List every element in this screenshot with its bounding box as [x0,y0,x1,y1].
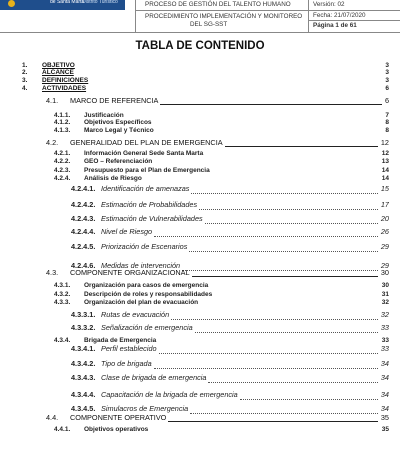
toc-leader-dots [205,214,378,224]
document-header [0,0,400,32]
toc-entry[interactable] [71,310,389,320]
toc-leader-dots [195,323,378,333]
toc-entry-label: ACTIVIDADES [42,85,87,92]
toc-entry-number: 4.2.1. [54,150,71,157]
toc-entry[interactable] [71,373,389,383]
toc-entry[interactable] [46,268,389,277]
toc-leader-dots [240,390,378,400]
toc-entry-label: Objetivos Específicos [84,119,152,126]
toc-entry-number: 4.2. [46,138,59,147]
toc-leader-dots [160,96,382,105]
procedure-name: PROCEDIMIENTO IMPLEMENTACIÓN Y MONITOREO [145,13,303,20]
toc-entry-page: 33 [380,344,389,353]
toc-entry-page: 3 [385,62,389,69]
toc-entry-page: 12 [380,138,389,147]
toc-entry-page: 17 [380,200,389,209]
toc-entry-label: Perfil establecido [101,344,157,353]
toc-entry-number: 4.4. [46,413,59,422]
toc-leader-dots [154,158,379,167]
toc-entry-page: 32 [381,299,389,306]
toc-entry-number: 2. [22,69,28,76]
toc-entry-number: 4.2.4.4. [71,227,96,236]
seal-icon [8,0,15,7]
toc-entry-label: Organización del plan de evacuación [84,299,199,306]
toc-entry-label: Priorización de Escenarios [101,242,188,251]
toc-entry-number: 4.1.2. [54,119,71,126]
toc-entry[interactable] [71,390,389,400]
toc-leader-dots [156,127,382,136]
toc-leader-dots [150,426,379,435]
toc-entry[interactable] [71,242,389,252]
toc-entry-number: 4.2.4.5. [71,242,96,251]
logo-text: de Santa Marta [50,0,85,5]
toc-entry-number: 4.3.3. [54,299,71,306]
toc-entry-label: Justificación [84,112,124,119]
toc-entry-page: 31 [381,291,389,298]
toc-entry-label: OBJETIVO [42,62,75,69]
toc-entry-number: 4.2.4.1. [71,184,96,193]
toc-leader-dots [88,85,382,94]
toc-leader-dots [208,373,378,383]
toc-entry-page: 32 [380,310,389,319]
toc-entry-label: MARCO DE REFERENCIA [70,96,159,105]
toc-leader-dots [192,268,378,277]
toc-entry-number: 4.3.4.2. [71,359,96,368]
toc-entry-label: Medidas de intervención [101,261,181,270]
toc-entry-number: 4.2.4. [54,175,71,182]
toc-entry-page: 7 [385,112,389,119]
toc-entry-number: 4.3.3.1. [71,310,96,319]
toc-entry-page: 12 [381,150,389,157]
toc-entry-number: 4.1.3. [54,127,71,134]
toc-entry-label: Estimación de Probabilidades [101,200,198,209]
toc-entry[interactable] [22,85,389,94]
toc-entry-number: 4.3.2. [54,291,71,298]
toc-leader-dots [144,175,379,184]
toc-entry-page: 30 [381,282,389,289]
toc-entry-page: 29 [380,242,389,251]
toc-entry-label: Clase de brigada de emergencia [101,373,207,382]
toc-entry-label: Señalización de emergencia [101,323,193,332]
toc-leader-dots [199,200,378,210]
toc-leader-dots [168,413,378,422]
toc-leader-dots [189,242,378,252]
toc-leader-dots [154,359,378,369]
toc-entry-label: Organización para casos de emergencia [84,282,209,289]
toc-entry-label: Capacitación de la brigada de emergencia [101,390,238,399]
toc-entry-label: Tipo de brigada [101,359,152,368]
header-divider [135,10,400,11]
toc-entry-page: 34 [380,390,389,399]
toc-leader-dots [159,344,378,354]
toc-entry-page: 8 [385,119,389,126]
toc-entry-number: 4.3.4.5. [71,404,96,413]
toc-entry-page: 34 [380,373,389,382]
toc-entry-number: 4.2.3. [54,167,71,174]
page-title: TABLA DE CONTENIDO [135,40,265,52]
toc-entry-label: COMPONENTE OPERATIVO [70,413,167,422]
toc-entry-page: 14 [381,167,389,174]
toc-entry-page: 13 [381,158,389,165]
toc-entry-number: 4.3. [46,268,59,277]
toc-entry-page: 34 [380,404,389,413]
toc-entry[interactable] [71,323,389,333]
toc-entry[interactable] [71,184,389,194]
toc-entry-number: 4.2.4.6. [71,261,96,270]
toc-entry[interactable] [71,359,389,369]
logo-subtext: Distrito Turístico [82,0,118,5]
toc-entry-label: Descripción de roles y responsabilidades [84,291,213,298]
toc-entry[interactable] [54,175,389,184]
toc-entry-label: ALCANCE [42,69,74,76]
toc-entry-page: 6 [385,85,389,92]
toc-entry-label: Simulacros de Emergencia [101,404,189,413]
toc-entry-page: 35 [380,413,389,422]
toc-entry-page: 35 [381,426,389,433]
toc-entry-number: 4.3.1. [54,282,71,289]
toc-leader-dots [154,227,378,237]
toc-entry[interactable] [46,413,389,422]
toc-entry-number: 4.2.2. [54,158,71,165]
header-divider [308,20,400,21]
toc-entry-label: Nivel de Riesgo [101,227,153,236]
toc-entry[interactable] [54,127,389,136]
toc-entry[interactable] [71,227,389,237]
version-label: Versión: 02 [313,1,345,8]
toc-entry-label: Presupuesto para el Plan de Emergencia [84,167,210,174]
procedure-name-cont: DEL SG-SST [190,21,228,28]
header-divider [135,0,136,32]
toc-entry-page: 20 [380,214,389,223]
toc-entry-label: Rutas de evacuación [101,310,170,319]
process-name: PROCESO DE GESTIÓN DEL TALENTO HUMANO [145,1,291,8]
toc-entry-page: 15 [380,184,389,193]
toc-entry-label: Objetivos operativos [84,426,149,433]
date-label: Fecha: 21/07/2020 [313,12,366,19]
toc-leader-dots [200,299,379,308]
toc-entry[interactable] [54,282,389,291]
toc-entry-page: 3 [385,77,389,84]
toc-entry-number: 4.2.4.2. [71,200,96,209]
toc-leader-dots [171,310,378,320]
toc-entry-label: Marco Legal y Técnico [84,127,154,134]
toc-entry[interactable] [54,426,389,435]
header-divider [308,0,309,32]
toc-entry[interactable] [46,96,389,105]
toc-entry-label: DEFINICIONES [42,77,89,84]
toc-entry-number: 4.4.1. [54,426,71,433]
toc-entry-page: 3 [385,69,389,76]
toc-entry-number: 4.3.4.3. [71,373,96,382]
toc-entry-label: GEO – Referenciación [84,158,153,165]
institution-logo [0,0,125,10]
toc-entry-number: 3. [22,77,28,84]
toc-entry-label: Identificación de amenazas [101,184,190,193]
toc-entry-page: 26 [380,227,389,236]
toc-entry-number: 4.3.4.1. [71,344,96,353]
toc-entry-number: 4.1.1. [54,112,71,119]
toc-entry-page: 6 [384,96,389,105]
toc-entry-label: GENERALIDAD DEL PLAN DE EMERGENCIA [70,138,223,147]
toc-entry[interactable] [54,158,389,167]
toc-entry-number: 1. [22,62,28,69]
toc-entry-page: 30 [380,268,389,277]
toc-entry-number: 4. [22,85,28,92]
toc-entry-number: 4.3.4.4. [71,390,96,399]
toc-entry-number: 4.3.3.2. [71,323,96,332]
toc-leader-dots [210,282,379,291]
toc-entry-number: 4.2.4.3. [71,214,96,223]
toc-entry-page: 33 [381,337,389,344]
toc-entry-page: 33 [380,323,389,332]
toc-entry-number: 4.3.4. [54,337,71,344]
toc-entry-number: 4.1. [46,96,59,105]
toc-entry[interactable] [71,214,389,224]
toc-entry-page: 14 [381,175,389,182]
toc-entry-label: Brigada de Emergencia [84,337,157,344]
toc-entry-label: COMPONENTE ORGANIZACIONAL [70,268,190,277]
toc-entry-label: Análisis de Riesgo [84,175,142,182]
toc-entry-page: 29 [380,261,389,270]
toc-entry[interactable] [46,138,389,147]
toc-entry-page: 34 [380,359,389,368]
toc-entry[interactable] [71,200,389,210]
toc-leader-dots [225,138,378,147]
toc-entry-label: Estimación de Vulnerabilidades [101,214,203,223]
toc-entry-page: 8 [385,127,389,134]
page-info: Página 1 de 61 [313,22,357,29]
toc-entry[interactable] [54,299,389,308]
header-divider [0,32,400,33]
toc-leader-dots [191,184,378,194]
toc-entry-label: Información General Sede Santa Marta [84,150,204,157]
toc-entry[interactable] [71,344,389,354]
